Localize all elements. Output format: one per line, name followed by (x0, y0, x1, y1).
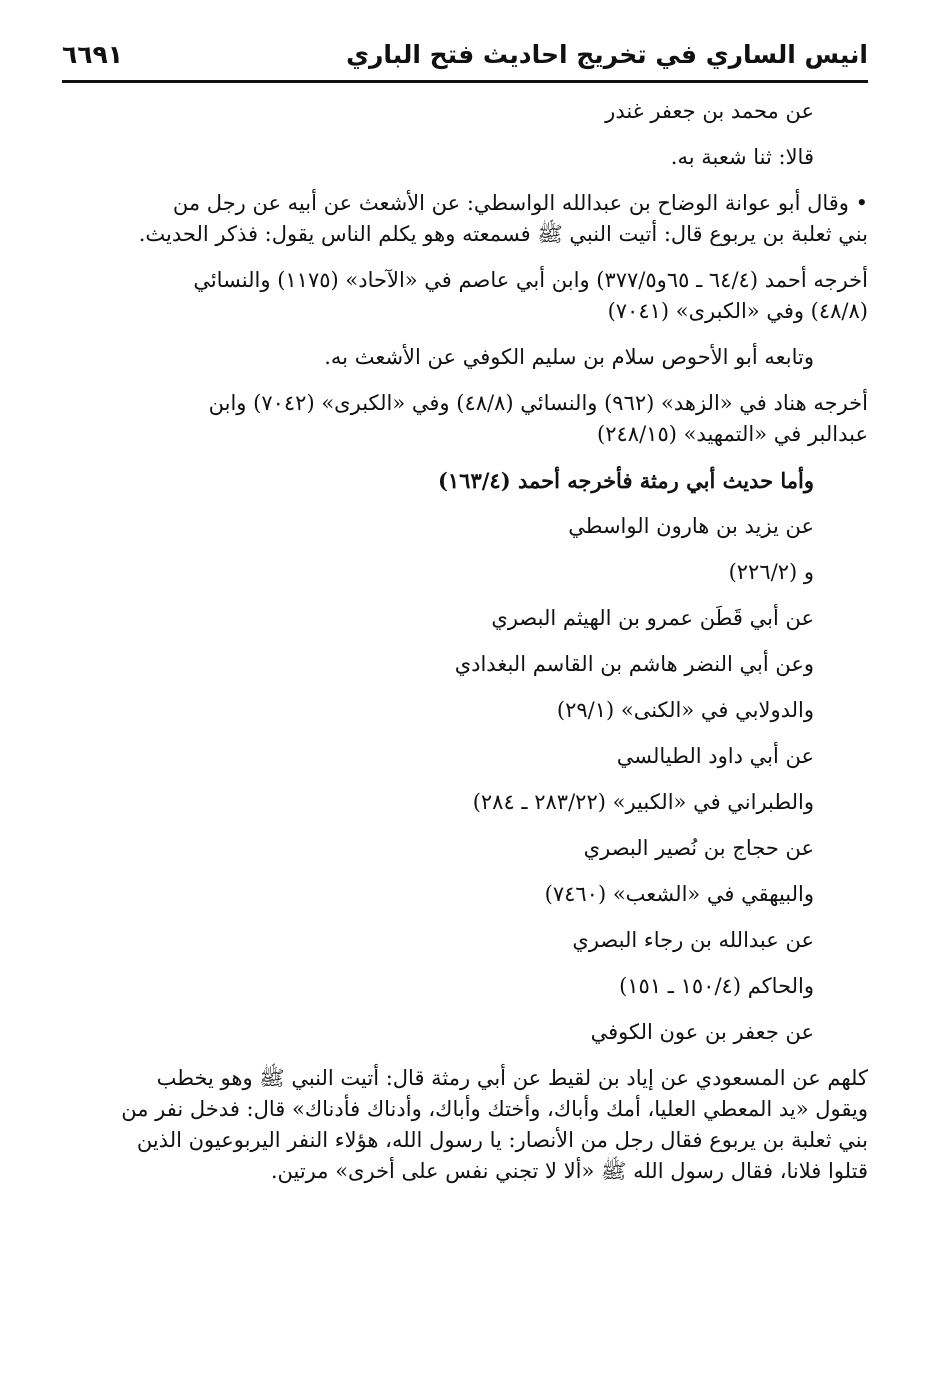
text-line: قتلوا فلانا، فقال رسول الله ﷺ «ألا لا تجني نفس على أخرى» مرتين. (270, 1159, 868, 1183)
section-heading: وأما حديث أبي رمثة فأخرجه أحمد (١٦٣/٤) (437, 468, 814, 493)
page-body (62, 96, 868, 1187)
book-title: انيس الساري في تخريج احاديث فتح الباري (346, 40, 868, 69)
text-line: أخرجه هناد في «الزهد» (٩٦٢) والنسائي (٤٨/٨) وفي «الكبرى» (٧٠٤٢) وابن (208, 391, 868, 415)
text-line: وتابعه أبو الأحوص سلام بن سليم الكوفي عن الأشعث به. (324, 345, 814, 369)
text-line: (٤٨/٨) وفي «الكبرى» (٧٠٤١) (607, 299, 868, 323)
text-line: عن أبي داود الطيالسي (616, 744, 814, 768)
text-line: والبيهقي في «الشعب» (٧٤٦٠) (544, 882, 814, 906)
text-line: و (٢٢٦/٢) (728, 560, 814, 584)
text-line: أخرجه أحمد (٦٤/٤ ـ ٦٥و٣٧٧/٥) وابن أبي عاصم في «الآحاد» (١١٧٥) والنسائي (193, 268, 868, 292)
page-number: ٦٦٩١ (62, 40, 124, 69)
text-line: والحاكم (١٥٠/٤ ـ ١٥١) (619, 974, 814, 998)
text-line: بني ثعلبة بن يربوع فقال رجل من الأنصار: يا رسول الله، هؤلاء النفر اليربوعيون الذين (136, 1128, 868, 1152)
text-line: كلهم عن المسعودي عن إياد بن لقيط عن أبي رمثة قال: أتيت النبي ﷺ وهو يخطب (156, 1066, 868, 1090)
text-line: وعن أبي النضر هاشم بن القاسم البغدادي (454, 652, 814, 676)
text-line: عن يزيد بن هارون الواسطي (568, 514, 814, 538)
text-line: • وقال أبو عوانة الوضاح بن عبدالله الواسطي: عن الأشعث عن أبيه عن رجل من (172, 191, 868, 215)
text-line: عن جعفر بن عون الكوفي (590, 1020, 814, 1044)
text-line: قالا: ثنا شعبة به. (670, 145, 814, 169)
text-line: ويقول «يد المعطي العليا، أمك وأباك، وأختك وأباك، وأدناك فأدناك» قال: فدخل نفر من (121, 1097, 868, 1121)
text-line: والدولابي في «الكنى» (٢٩/١) (556, 698, 814, 722)
text-line: والطبراني في «الكبير» (٢٨٣/٢٢ ـ ٢٨٤) (472, 790, 814, 814)
text-line: عن أبي قَطَن عمرو بن الهيثم البصري (491, 606, 814, 630)
text-line: عن محمد بن جعفر غندر (605, 99, 814, 123)
text-line: بني ثعلبة بن يربوع قال: أتيت النبي ﷺ فسمعته وهو يكلم الناس يقول: فذكر الحديث. (138, 222, 868, 246)
text-line: عن حجاج بن نُصير البصري (583, 836, 814, 860)
running-header (62, 38, 868, 83)
text-line: عن عبدالله بن رجاء البصري (572, 928, 814, 952)
text-line: عبدالبر في «التمهيد» (٢٤٨/١٥) (597, 422, 868, 446)
